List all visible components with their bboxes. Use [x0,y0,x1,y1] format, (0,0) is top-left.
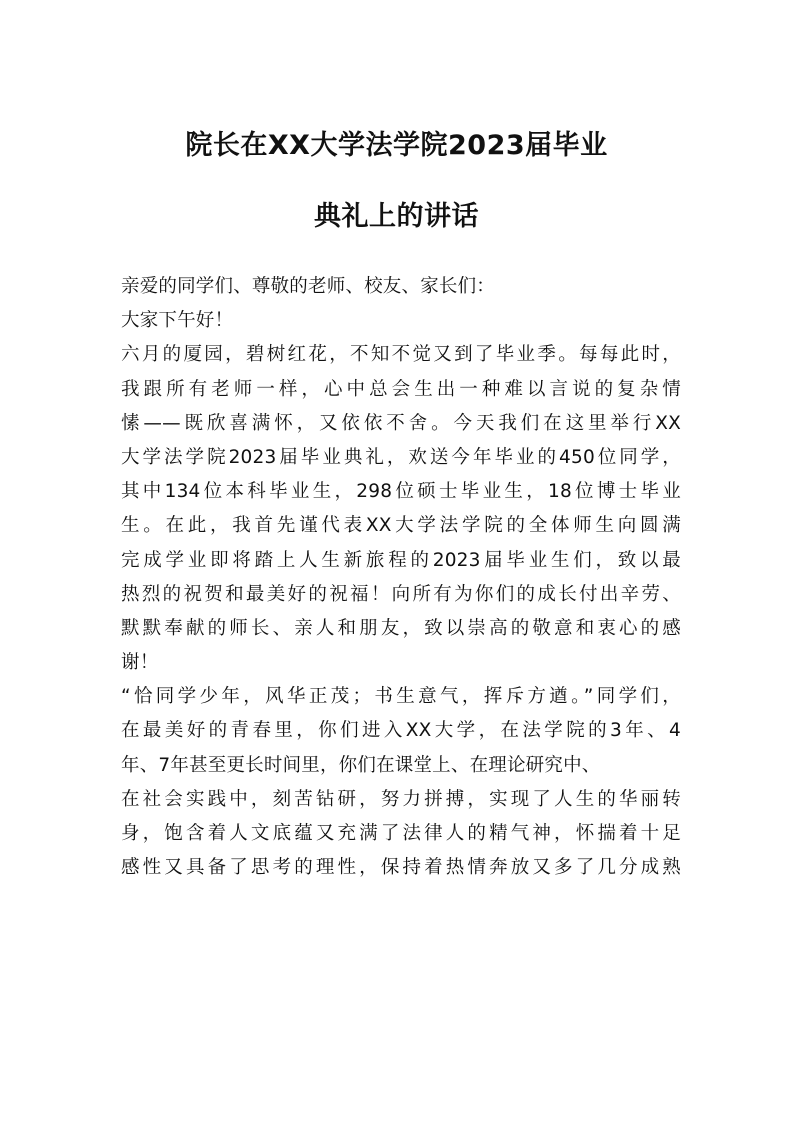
body-line: 生。在此，我首先谨代表XX大学法学院的全体师生向圆满 [121,515,681,537]
body-line: 身，饱含着人文底蕴又充满了法律人的精气神，怀揣着十足 [121,823,681,844]
body-line: 年、7年甚至更长时间里，你们在课堂上、在理论研究中、 [121,754,601,776]
body-line: “恰同学少年，风华正茂；书生意气，挥斥方遒。”同学们， [121,686,681,708]
body-line: 感性又具备了思考的理性，保持着热情奔放又多了几分成熟 [121,857,681,879]
body-line: 其中134位本科毕业生，298位硕士毕业生，18位博士毕业 [121,481,681,503]
body-line: 完成学业即将踏上人生新旅程的2023届毕业生们，致以最 [121,549,681,571]
body-line: 谢！ [121,652,159,674]
body-line: 默默奉献的师长、亲人和朋友，致以崇高的敬意和衷心的感 [121,617,681,639]
body-line: 六月的厦园，碧树红花，不知不觉又到了毕业季。每每此时， [121,344,681,366]
body-line: 亲爱的同学们、尊敬的老师、校友、家长们： [121,276,496,297]
body-line: 大家下午好！ [121,310,234,332]
body-line: 热烈的祝贺和最美好的祝福！向所有为你们的成长付出辛劳、 [121,583,681,605]
body-line: 在最美好的青春里，你们进入XX大学，在法学院的3年、4 [121,720,681,742]
body-line: 在社会实践中，刻苦钻研，努力拼搏，实现了人生的华丽转 [121,788,681,810]
body-line: 我跟所有老师一样，心中总会生出一种难以言说的复杂情 [121,378,681,400]
document-title-line-1: 院长在XX大学法学院2023届毕业 [185,130,608,161]
document-title-line-2: 典礼上的讲话 [314,201,479,232]
body-line: 大学法学院2023届毕业典礼，欢送今年毕业的450位同学， [121,446,681,468]
body-line: 愫——既欣喜满怀，又依依不舍。今天我们在这里举行XX [121,412,681,434]
document-body [121,270,681,885]
